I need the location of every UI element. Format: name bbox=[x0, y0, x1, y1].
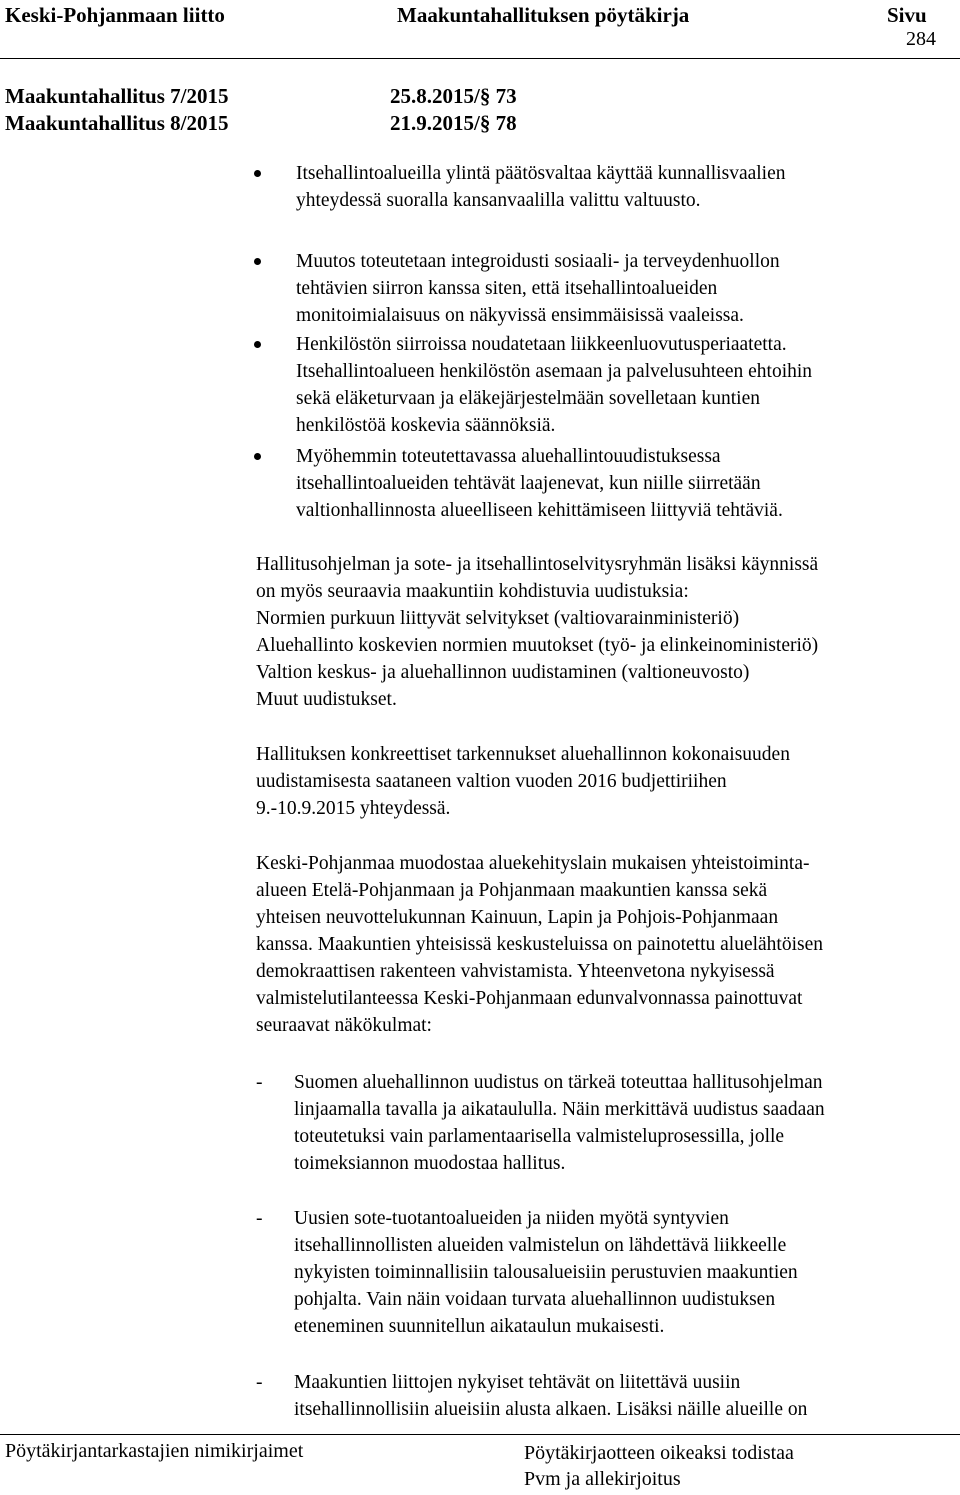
text-line: sekä eläketurvaan ja eläkejärjestelmään sovelletaan kuntien bbox=[296, 388, 760, 409]
text-line: linjaamalla tavalla ja aikataululla. Näin merkittävä uudistus saadaan bbox=[294, 1099, 825, 1120]
text-line: pohjalta. Vain näin voidaan turvata aluehallinnon uudistuksen bbox=[294, 1289, 776, 1310]
meeting-row bbox=[5, 111, 517, 136]
text-line: yhteydessä suoralla kansanvaalilla valittu valtuusto. bbox=[296, 190, 701, 211]
meeting-name: Maakuntahallitus 8/2015 bbox=[5, 111, 229, 135]
bullet-icon bbox=[254, 341, 261, 348]
text-line: itsehallinnollisiin alueisiin alusta alkaen. Lisäksi näille alueille on bbox=[294, 1399, 808, 1420]
text-line: Aluehallinto koskevien normien muutokset (työ- ja elinkeinoministeriö) bbox=[256, 635, 819, 656]
text-line: Maakuntien liittojen nykyiset tehtävät on liitettävä uusiin bbox=[294, 1372, 741, 1393]
meeting-ref: 21.9.2015/§ 78 bbox=[390, 111, 517, 135]
text-line: valtionhallinnosta alueelliseen kehittämiseen liittyviä tehtäviä. bbox=[296, 500, 783, 521]
text-line: Valtion keskus- ja aluehallinnon uudistaminen (valtioneuvosto) bbox=[256, 662, 750, 683]
text-line: monitoimialaisuus on näkyvissä ensimmäisissä vaaleissa. bbox=[296, 305, 744, 326]
text-line: Muut uudistukset. bbox=[256, 689, 397, 710]
text-line: Hallituksen konkreettiset tarkennukset aluehallinnon kokonaisuuden bbox=[256, 744, 790, 765]
text-line: Hallitusohjelman ja sote- ja itsehallintoselvitysryhmän lisäksi käynnissä bbox=[256, 554, 819, 575]
text-line: valmistelutilanteessa Keski-Pohjanmaan edunvalvonnassa painottuvat bbox=[256, 988, 803, 1009]
text-line: Myöhemmin toteutettavassa aluehallintouudistuksessa bbox=[296, 446, 721, 467]
document-title: Maakuntahallituksen pöytäkirja bbox=[397, 3, 690, 27]
bullet-text bbox=[296, 443, 946, 524]
meeting-name: Maakuntahallitus 7/2015 bbox=[5, 84, 229, 108]
page-header bbox=[0, 0, 960, 30]
text-line: on myös seuraavia maakuntiin kohdistuvia uudistuksia: bbox=[256, 581, 689, 602]
text-line: toimeksiannon muodostaa hallitus. bbox=[294, 1153, 566, 1174]
text-line: demokraattisen rakenteen vahvistamista. Yhteenvetona nykyisessä bbox=[256, 961, 775, 982]
text-line: Uusien sote-tuotantoalueiden ja niiden myötä syntyvien bbox=[294, 1208, 729, 1229]
text-line: Henkilöstön siirroissa noudatetaan liikkeenluovutusperiaatetta. bbox=[296, 334, 787, 355]
text-line: 9.-10.9.2015 yhteydessä. bbox=[256, 798, 451, 819]
paragraph bbox=[256, 741, 956, 822]
text-line: uudistamisesta saataneen valtion vuoden 2016 budjettiriihen bbox=[256, 771, 727, 792]
paragraph bbox=[256, 850, 956, 1039]
text-line: Normien purkuun liittyvät selvitykset (valtiovarainministeriö) bbox=[256, 608, 740, 629]
footer-divider bbox=[0, 1434, 960, 1435]
text-line: eteneminen suunnitellun aikataulun mukaisesti. bbox=[294, 1316, 665, 1337]
page-label: Sivu bbox=[887, 3, 927, 27]
text-line: yhteisen neuvottelukunnan Kainuun, Lapin ja Pohjois-Pohjanmaan bbox=[256, 907, 779, 928]
text-line: seuraavat näkökulmat: bbox=[256, 1015, 432, 1036]
text-line: tehtävien siirron kanssa siten, että itsehallintoalueiden bbox=[296, 278, 718, 299]
dash-marker: - bbox=[256, 1372, 263, 1393]
footer-certification-line: Pöytäkirjaotteen oikeaksi todistaa bbox=[524, 1442, 794, 1464]
text-line: alueen Etelä-Pohjanmaan ja Pohjanmaan maakuntien kanssa sekä bbox=[256, 880, 768, 901]
text-line: kanssa. Maakuntien yhteisissä keskusteluissa on painotettu aluelähtöisen bbox=[256, 934, 824, 955]
bullet-icon bbox=[254, 170, 261, 177]
footer-signature-line: Pvm ja allekirjoitus bbox=[524, 1468, 681, 1490]
text-line: Itsehallintoalueen henkilöstön asemaan ja palvelusuhteen ehtoihin bbox=[296, 361, 813, 382]
text-line: itsehallinnollisten alueiden valmistelun on lähdettävä liikkeelle bbox=[294, 1235, 787, 1256]
text-line: nykyisten toiminnallisiin talousalueisiin perustuvien maakuntien bbox=[294, 1262, 798, 1283]
page-number: 284 bbox=[906, 28, 936, 50]
text-line: Keski-Pohjanmaa muodostaa aluekehityslain mukaisen yhteistoiminta- bbox=[256, 853, 810, 874]
bullet-text bbox=[296, 160, 946, 214]
organization-name: Keski-Pohjanmaan liitto bbox=[5, 3, 225, 27]
paragraph bbox=[256, 551, 956, 713]
text-line: Muutos toteutetaan integroidusti sosiaali- ja terveydenhuollon bbox=[296, 251, 780, 272]
footer-certification bbox=[524, 1440, 794, 1492]
dash-text bbox=[294, 1369, 954, 1423]
bullet-text bbox=[296, 248, 946, 329]
bullet-icon bbox=[254, 258, 261, 265]
text-line: Suomen aluehallinnon uudistus on tärkeä toteuttaa hallitusohjelman bbox=[294, 1072, 823, 1093]
footer-initials-label: Pöytäkirjantarkastajien nimikirjaimet bbox=[5, 1440, 304, 1462]
meeting-row bbox=[5, 84, 517, 109]
dash-text bbox=[294, 1069, 954, 1177]
dash-marker: - bbox=[256, 1072, 263, 1093]
text-line: Itsehallintoalueilla ylintä päätösvaltaa käyttää kunnallisvaalien bbox=[296, 163, 786, 184]
meeting-ref: 25.8.2015/§ 73 bbox=[390, 84, 517, 108]
header-divider bbox=[0, 58, 960, 59]
bullet-text bbox=[296, 331, 946, 439]
dash-marker: - bbox=[256, 1208, 263, 1229]
text-line: toteutetuksi vain parlamentaarisella valmisteluprosessilla, jolle bbox=[294, 1126, 785, 1147]
bullet-icon bbox=[254, 453, 261, 460]
dash-text bbox=[294, 1205, 954, 1340]
text-line: henkilöstöä koskevia säännöksiä. bbox=[296, 415, 556, 436]
text-line: itsehallintoalueiden tehtävät laajenevat, kun niille siirretään bbox=[296, 473, 761, 494]
